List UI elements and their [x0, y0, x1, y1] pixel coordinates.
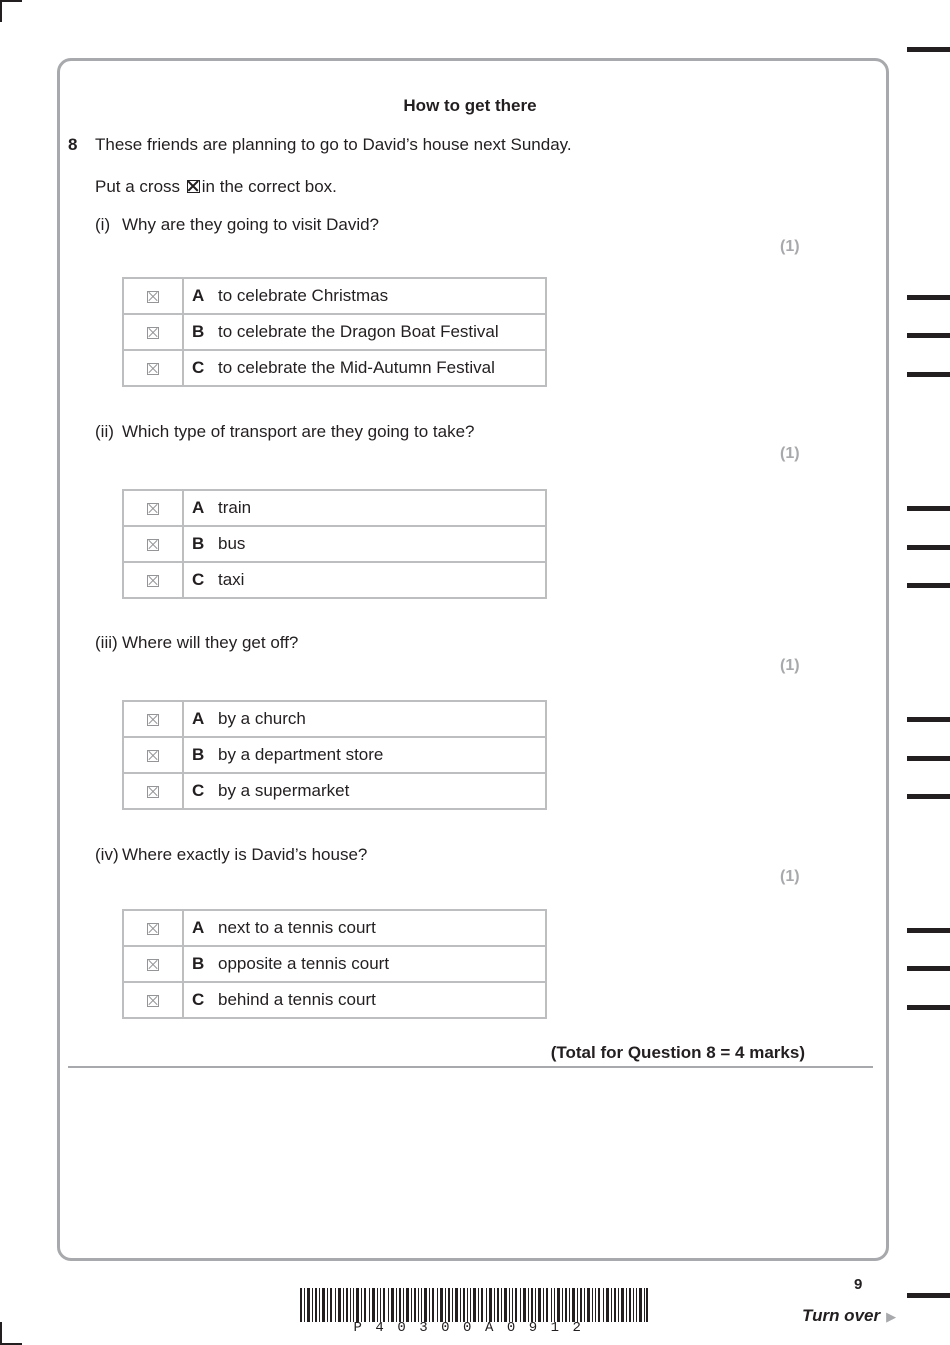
- instruction-before: Put a cross: [95, 177, 181, 196]
- answer-checkbox[interactable]: [123, 314, 183, 350]
- checkbox-icon: [147, 363, 159, 375]
- option-text: taxi: [214, 562, 546, 598]
- turn-over-label: Turn over: [802, 1306, 881, 1325]
- sub-question-number: (iii): [95, 633, 118, 652]
- option-letter: C: [183, 982, 214, 1018]
- option-letter: C: [183, 773, 214, 809]
- option-text: train: [214, 490, 546, 526]
- answer-checkbox[interactable]: [123, 946, 183, 982]
- option-letter: A: [183, 701, 214, 737]
- option-text: to celebrate the Dragon Boat Festival: [214, 314, 546, 350]
- option-row: [123, 773, 546, 809]
- option-letter: C: [183, 350, 214, 386]
- checkbox-icon: [147, 575, 159, 587]
- checkbox-icon: [147, 995, 159, 1007]
- checkbox-icon: [147, 959, 159, 971]
- sub-question-text: Where exactly is David’s house?: [122, 845, 368, 864]
- crop-mark-top-left-v: [0, 0, 2, 22]
- sub-question-2: [95, 422, 474, 442]
- option-text: bus: [214, 526, 546, 562]
- checkbox-icon: [147, 503, 159, 515]
- option-row: [123, 701, 546, 737]
- answer-checkbox[interactable]: [123, 490, 183, 526]
- answer-frame: [57, 58, 889, 1261]
- option-row: [123, 982, 546, 1018]
- instruction-after: in the correct box.: [201, 177, 337, 196]
- option-letter: B: [183, 314, 214, 350]
- question-total: (Total for Question 8 = 4 marks): [550, 1043, 805, 1062]
- checkbox-icon: [147, 923, 159, 935]
- option-row: [123, 350, 546, 386]
- option-text: opposite a tennis court: [214, 946, 546, 982]
- sub-question-number: (ii): [95, 422, 114, 441]
- sub-question-number: (iv): [95, 845, 119, 864]
- option-text: behind a tennis court: [214, 982, 546, 1018]
- sub-question-text: Which type of transport are they going to take?: [122, 422, 475, 441]
- divider: [68, 1066, 873, 1068]
- crossed-box-icon: [187, 180, 200, 193]
- option-text: by a department store: [214, 737, 546, 773]
- checkbox-icon: [147, 750, 159, 762]
- sub-question-3: [95, 633, 298, 653]
- play-arrow-icon: ▶: [886, 1309, 897, 1324]
- answer-checkbox[interactable]: [123, 701, 183, 737]
- margin-marks: [907, 0, 950, 1345]
- option-row: [123, 737, 546, 773]
- answer-checkbox[interactable]: [123, 526, 183, 562]
- option-letter: B: [183, 526, 214, 562]
- marks-label: (1): [780, 238, 800, 255]
- options-table-3: [122, 700, 547, 810]
- option-text: to celebrate Christmas: [214, 278, 546, 314]
- option-row: [123, 490, 546, 526]
- sub-question-text: Where will they get off?: [122, 633, 299, 652]
- option-letter: A: [183, 278, 214, 314]
- sub-question-1: [95, 215, 379, 235]
- option-row: [123, 278, 546, 314]
- crop-mark-bottom-left-v: [0, 1322, 2, 1345]
- option-letter: B: [183, 737, 214, 773]
- option-row: [123, 562, 546, 598]
- checkbox-icon: [147, 291, 159, 303]
- answer-checkbox[interactable]: [123, 562, 183, 598]
- marks-label: (1): [780, 445, 800, 462]
- options-table-2: [122, 489, 547, 599]
- crop-mark-top-left-h: [0, 0, 22, 2]
- marks-label: (1): [780, 868, 800, 885]
- option-text: to celebrate the Mid-Autumn Festival: [214, 350, 546, 386]
- option-row: [123, 526, 546, 562]
- question-text: These friends are planning to go to David’s house next Sunday.: [95, 135, 572, 154]
- option-letter: A: [183, 490, 214, 526]
- checkbox-icon: [147, 714, 159, 726]
- checkbox-icon: [147, 327, 159, 339]
- answer-checkbox[interactable]: [123, 350, 183, 386]
- sub-question-number: (i): [95, 215, 111, 234]
- option-text: by a supermarket: [214, 773, 546, 809]
- answer-checkbox[interactable]: [123, 773, 183, 809]
- option-row: [123, 946, 546, 982]
- page-number: 9: [854, 1276, 863, 1293]
- answer-checkbox[interactable]: [123, 278, 183, 314]
- option-text: by a church: [214, 701, 546, 737]
- option-letter: A: [183, 910, 214, 946]
- checkbox-icon: [147, 539, 159, 551]
- sub-question-text: Why are they going to visit David?: [122, 215, 380, 234]
- option-letter: C: [183, 562, 214, 598]
- sub-question-4: [95, 845, 367, 865]
- marks-label: (1): [780, 657, 800, 674]
- option-text: next to a tennis court: [214, 910, 546, 946]
- options-table-4: [122, 909, 547, 1019]
- section-heading: How to get there: [403, 96, 537, 115]
- options-table-1: [122, 277, 547, 387]
- question-number: 8: [68, 135, 78, 154]
- instruction: [95, 177, 337, 197]
- barcode-number: P40300A0912: [353, 1320, 595, 1336]
- option-letter: B: [183, 946, 214, 982]
- checkbox-icon: [147, 786, 159, 798]
- option-row: [123, 314, 546, 350]
- answer-checkbox[interactable]: [123, 910, 183, 946]
- answer-checkbox[interactable]: [123, 737, 183, 773]
- answer-checkbox[interactable]: [123, 982, 183, 1018]
- option-row: [123, 910, 546, 946]
- barcode-icon: [300, 1288, 648, 1322]
- turn-over: [802, 1306, 896, 1326]
